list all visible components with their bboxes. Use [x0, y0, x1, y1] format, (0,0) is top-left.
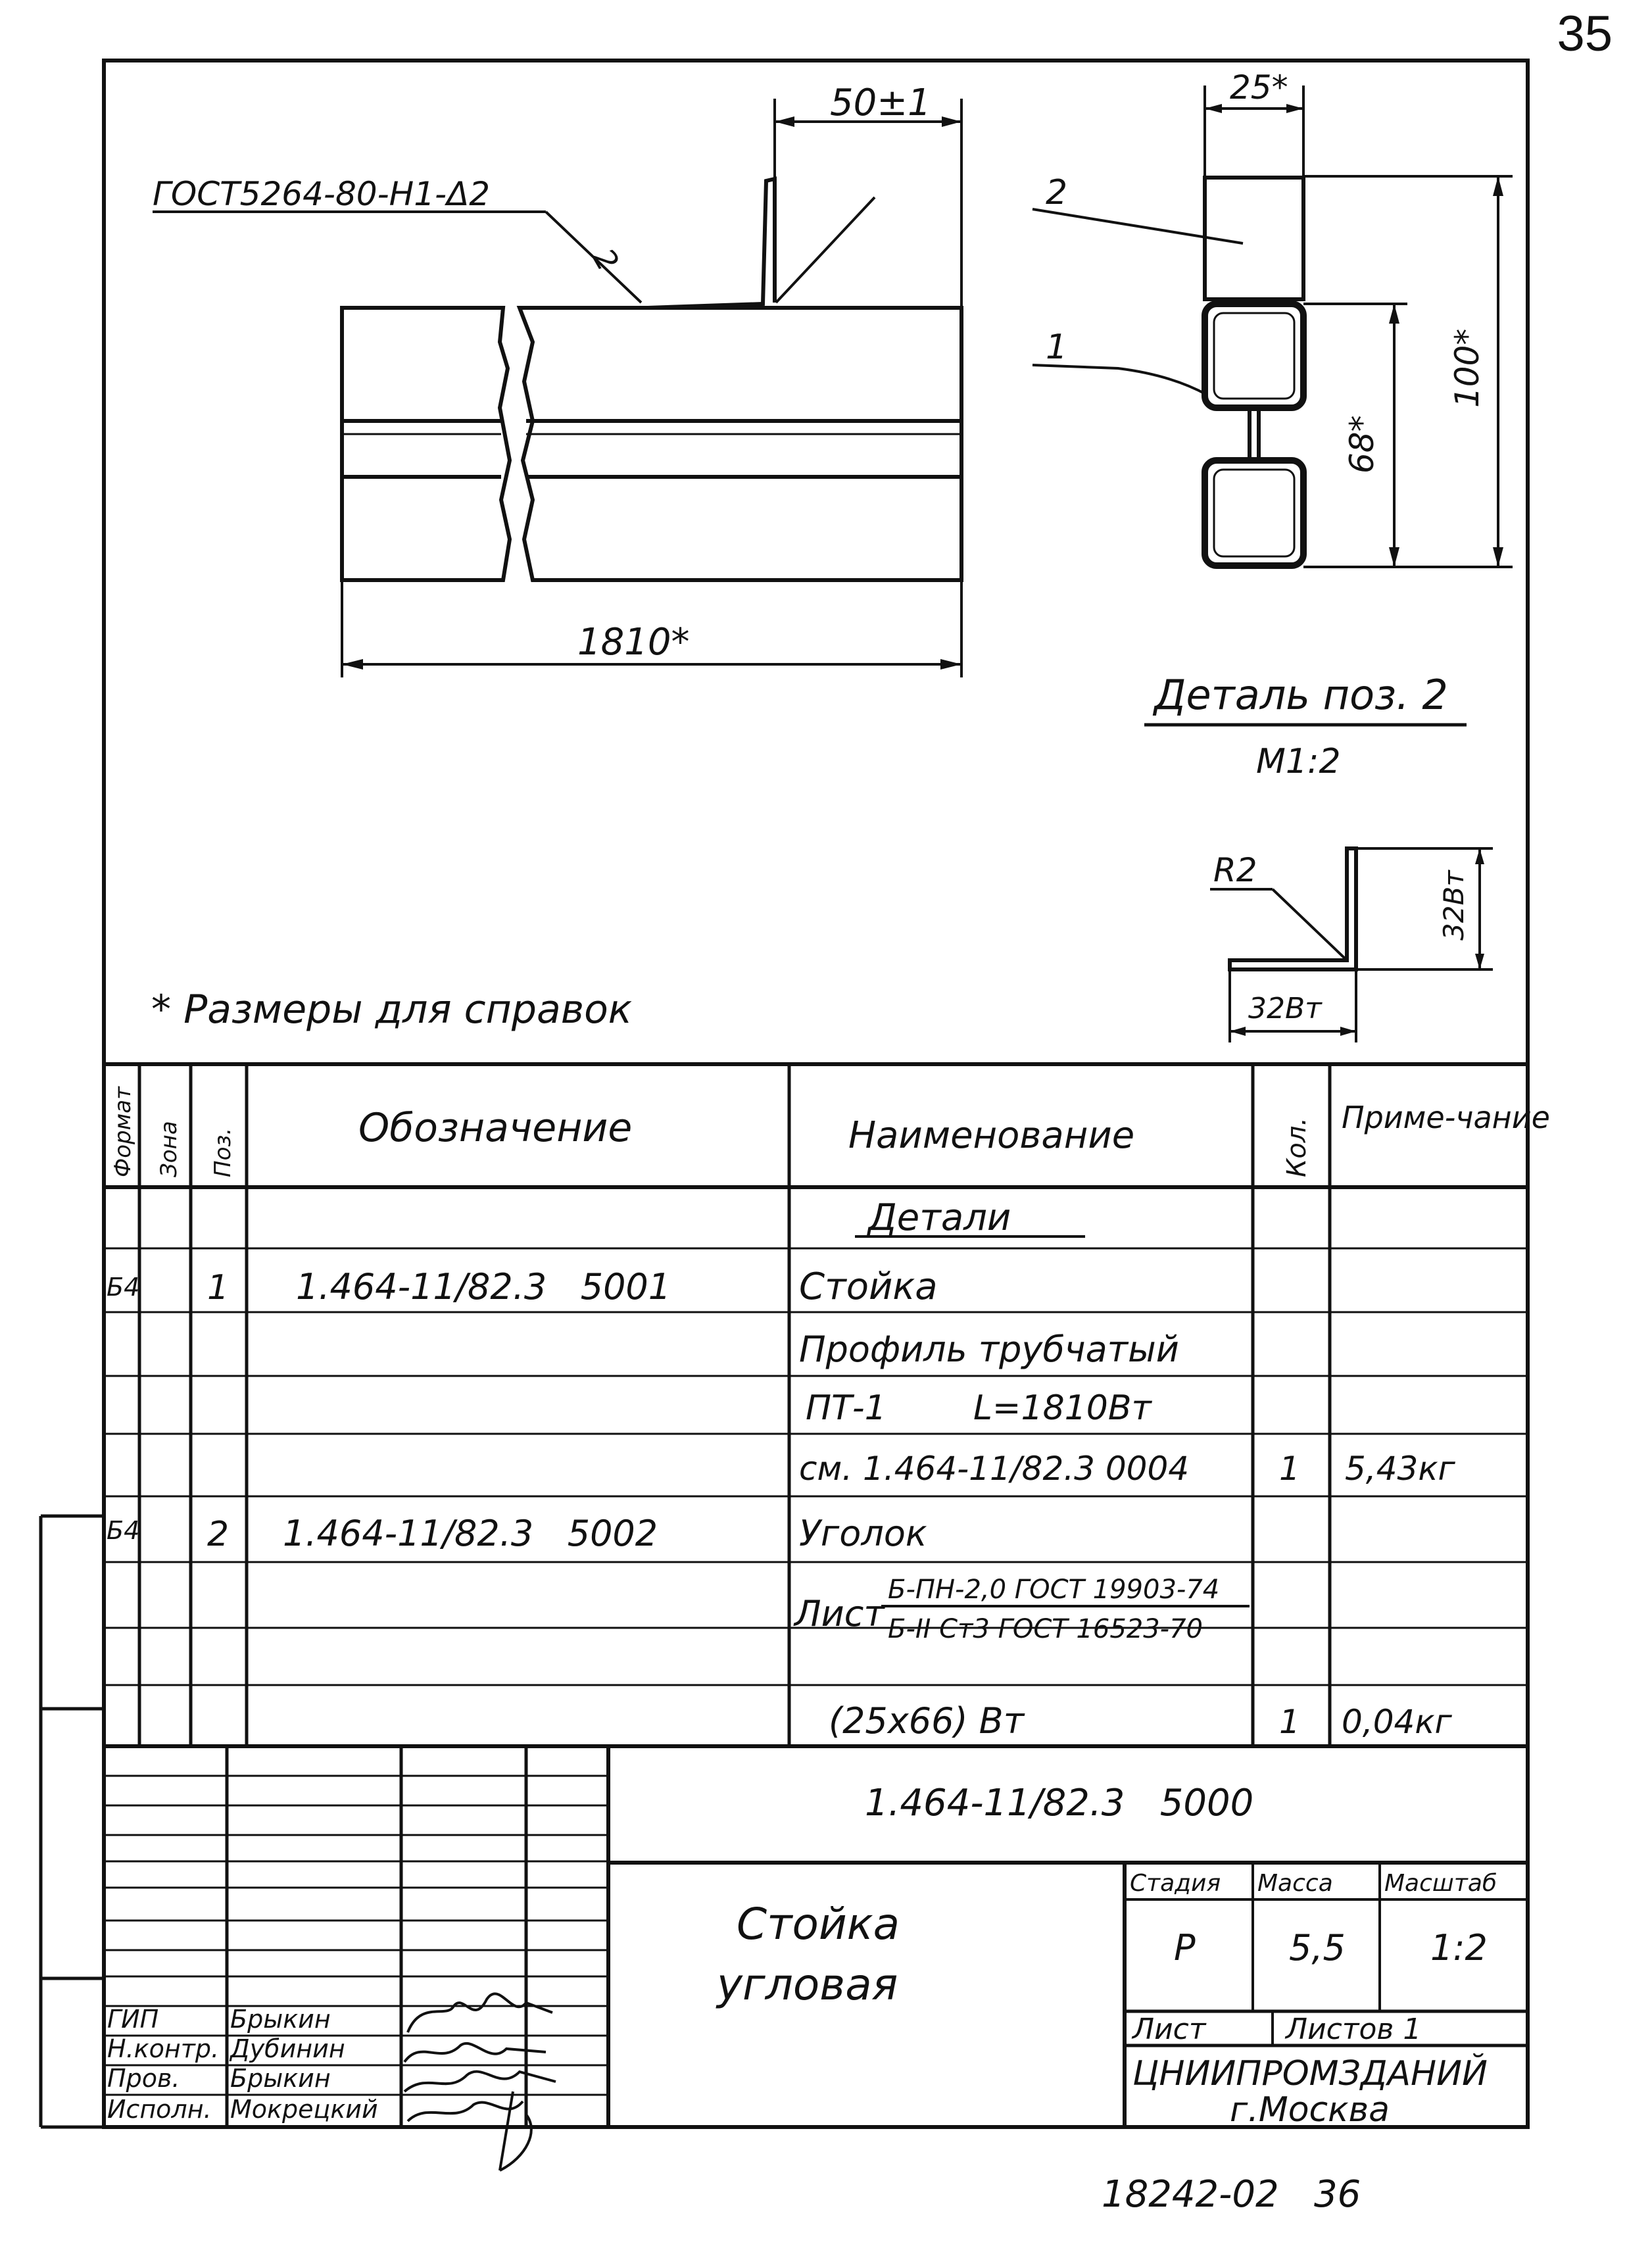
- name-prov: Брыкин: [230, 2064, 331, 2093]
- row-4-name: см. 1.464-11/82.3 0004: [799, 1450, 1190, 1488]
- organization-line2: г.Москва: [1230, 2090, 1390, 2130]
- dim-total-length-text: 1810*: [577, 621, 690, 664]
- header-note: Приме-чание: [1342, 1100, 1550, 1135]
- section-title: Детали: [868, 1196, 1011, 1239]
- row-7-name: (25х66) Вт: [829, 1700, 1025, 1742]
- row-1-designation: 1.464-11/82.3 5001: [296, 1266, 671, 1308]
- stage-label: Стадия: [1130, 1870, 1221, 1897]
- row-7-qty: 1: [1279, 1703, 1300, 1741]
- detail-dim-horizontal: 32Вт: [1248, 992, 1322, 1025]
- header-zone: Зона: [156, 1121, 182, 1177]
- name-gip: Брыкин: [230, 2005, 331, 2034]
- header-designation: Обозначение: [358, 1105, 633, 1151]
- detail-pos-2: [1144, 671, 1493, 1042]
- weld-note: ГОСТ5264-80-Н1-Δ2: [153, 175, 491, 213]
- row-7-note: 0,04кг: [1342, 1703, 1452, 1741]
- row-5-format: Б4: [107, 1516, 140, 1545]
- row-6-fraction-top: Б-ПН-2,0 ГОСТ 19903-74: [888, 1575, 1220, 1605]
- row-4-qty: 1: [1279, 1450, 1300, 1488]
- header-qty: Кол.: [1282, 1117, 1312, 1177]
- archive-number: 18242-02 36: [1102, 2173, 1361, 2216]
- drawing-frame: [104, 61, 1528, 2127]
- name-ispoln: Мокрецкий: [230, 2095, 378, 2124]
- row-5-pos: 2: [207, 1515, 230, 1554]
- row-1-format: Б4: [107, 1273, 140, 1302]
- role-nkontr: Н.контр.: [107, 2034, 220, 2063]
- signature-scribbles: [404, 1994, 556, 2170]
- scale-label: Масштаб: [1384, 1870, 1497, 1897]
- header-format: Формат: [110, 1087, 136, 1177]
- document-number: 1.464-11/82.3 5000: [865, 1782, 1254, 1824]
- scale-value: 1:2: [1430, 1927, 1488, 1969]
- row-5-designation: 1.464-11/82.3 5002: [283, 1513, 658, 1554]
- reference-note: * Размеры для справок: [151, 987, 633, 1033]
- product-name-line2: угловая: [717, 1959, 898, 2010]
- mass-value: 5,5: [1289, 1927, 1346, 1969]
- detail-dim-vertical: 32Вт: [1438, 870, 1470, 941]
- binding-margin: [41, 1516, 104, 2127]
- weld-leader-label: 2: [585, 242, 626, 277]
- row-6-name: Лист: [794, 1593, 885, 1634]
- dim-section-height-1-text: 68*: [1343, 415, 1381, 474]
- detail-radius: R2: [1213, 851, 1257, 889]
- dim-section-width-text: 25*: [1230, 68, 1288, 107]
- row-4-note: 5,43кг: [1345, 1450, 1455, 1488]
- row-5-name: Уголок: [799, 1513, 927, 1554]
- dim-top-flange-text: 50±1: [830, 82, 931, 124]
- organization-line1: ЦНИИПРОМЗДАНИЙ: [1132, 2054, 1488, 2093]
- mass-label: Масса: [1257, 1870, 1333, 1897]
- callout-1-text: 1: [1046, 328, 1068, 367]
- name-nkontr: Дубинин: [230, 2034, 345, 2063]
- role-gip: ГИП: [107, 2005, 159, 2034]
- callout-2-text: 2: [1046, 173, 1068, 212]
- dim-section-height-2-text: 100*: [1448, 328, 1486, 408]
- role-ispoln: Исполн.: [107, 2095, 212, 2124]
- detail-scale: М1:2: [1256, 742, 1341, 781]
- cross-section: [1032, 68, 1513, 567]
- detail-title: Деталь поз. 2: [1154, 671, 1448, 719]
- role-prov: Пров.: [107, 2064, 180, 2093]
- title-block: [104, 1746, 1528, 2170]
- row-1-pos: 1: [207, 1268, 230, 1308]
- row-2-name: Профиль трубчатый: [799, 1329, 1179, 1370]
- main-view: [342, 179, 961, 580]
- header-name: Наименование: [848, 1114, 1135, 1157]
- stage-value: Р: [1174, 1927, 1196, 1969]
- row-1-name: Стойка: [799, 1265, 938, 1308]
- header-pos: Поз.: [210, 1127, 236, 1177]
- dim-total-length: [342, 580, 961, 677]
- row-6-fraction-bottom: Б-II Ст3 ГОСТ 16523-70: [888, 1614, 1203, 1644]
- row-3-name: ПТ-1 L=1810Вт: [806, 1388, 1152, 1428]
- spec-table: [104, 1064, 1550, 1746]
- sheets-label: Листов 1: [1286, 2013, 1422, 2046]
- page-number: 35: [1557, 6, 1613, 62]
- product-name-line1: Стойка: [737, 1899, 900, 1949]
- sheet-label: Лист: [1132, 2013, 1206, 2046]
